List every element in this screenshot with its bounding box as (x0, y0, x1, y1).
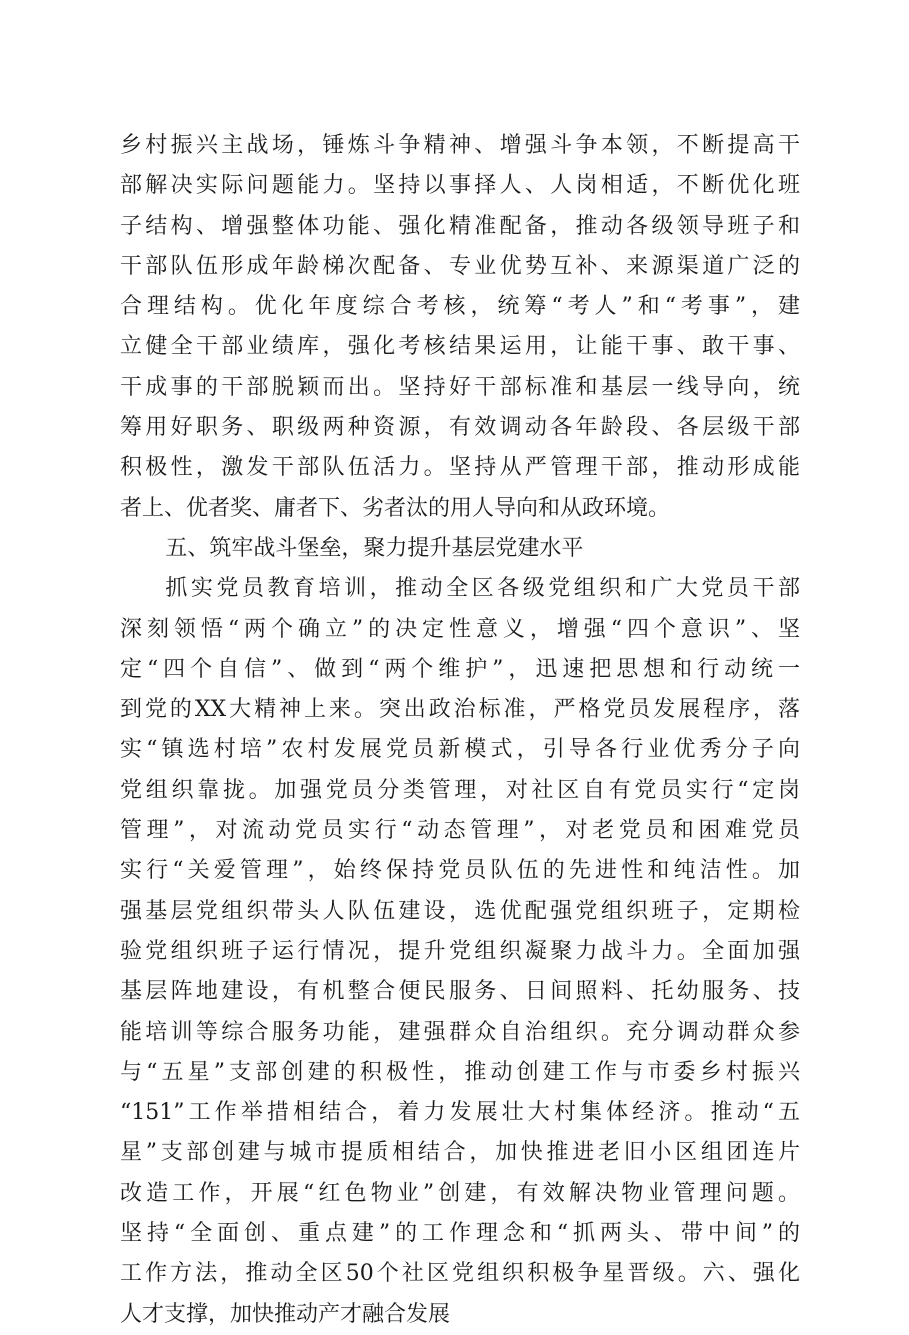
text-line: 干部队伍形成年龄梯次配备、专业优势互补、来源渠道广泛的 (120, 253, 800, 279)
document-page (120, 126, 800, 1335)
text-line: 深刻领悟“两个确立”的决定性意义，增强“四个意识”、坚 (120, 616, 800, 642)
text-line: 定“四个自信”、做到“两个维护”，迅速把思想和行动统一 (120, 656, 800, 682)
text-line: “151”工作举措相结合，着力发展壮大村集体经济。推动“五 (120, 1100, 800, 1126)
text-line: 坚持“全面创、重点建”的工作理念和“抓两头、带中间”的 (120, 1221, 800, 1247)
text-line: 到党的XX大精神上来。突出政治标准，严格党员发展程序，落 (120, 697, 800, 723)
text-line: 人才支撑，加快推动产才融合发展 (120, 1301, 451, 1327)
text-line: 验党组织班子运行情况，提升党组织凝聚力战斗力。全面加强 (120, 938, 800, 964)
text-line: 干成事的干部脱颖而出。坚持好干部标准和基层一线导向，统 (120, 374, 800, 400)
text-body (120, 126, 800, 1335)
text-line: 立健全干部业绩库，强化考核结果运用，让能干事、敢干事、 (120, 334, 800, 360)
text-line: 基层阵地建设，有机整合便民服务、日间照料、托幼服务、技 (120, 979, 800, 1005)
text-line: 实行“关爱管理”，始终保持党员队伍的先进性和纯洁性。加 (120, 858, 800, 884)
text-line: 改造工作，开展“红色物业”创建，有效解决物业管理问题。 (120, 1180, 800, 1206)
text-line: 管理”，对流动党员实行“动态管理”，对老党员和困难党员 (120, 818, 800, 844)
text-line: 乡村振兴主战场，锤炼斗争精神、增强斗争本领，不断提高干 (120, 133, 800, 158)
text-line: 党组织靠拢。加强党员分类管理，对社区自有党员实行“定岗 (120, 777, 800, 803)
text-line: 子结构、增强整体功能、强化精准配备，推动各级领导班子和 (120, 213, 800, 239)
text-line: 积极性，激发干部队伍活力。坚持从严管理干部，推动形成能 (120, 455, 800, 481)
text-line: 强基层党组织带头人队伍建设，选优配强党组织班子，定期检 (120, 898, 800, 924)
text-line: 五、筑牢战斗堡垒，聚力提升基层党建水平 (165, 535, 584, 561)
text-line: 工作方法，推动全区50个社区党组织积极争星晋级。六、强化 (120, 1261, 800, 1287)
text-line: 能培训等综合服务功能，建强群众自治组织。充分调动群众参 (120, 1019, 800, 1045)
text-line: 筹用好职务、职级两种资源，有效调动各年龄段、各层级干部 (120, 415, 800, 441)
text-line: 实“镇选村培”农村发展党员新模式，引导各行业优秀分子向 (120, 737, 800, 763)
text-line: 部解决实际问题能力。坚持以事择人、人岗相适，不断优化班 (120, 173, 800, 199)
text-line: 合理结构。优化年度综合考核，统筹“考人”和“考事”，建 (120, 294, 800, 320)
text-line: 星”支部创建与城市提质相结合，加快推进老旧小区组团连片 (120, 1140, 800, 1166)
text-line: 与“五星”支部创建的积极性，推动创建工作与市委乡村振兴 (120, 1059, 800, 1085)
text-line: 抓实党员教育培训，推动全区各级党组织和广大党员干部 (165, 576, 800, 602)
text-line: 者上、优者奖、庸者下、劣者汰的用人导向和从政环境。 (120, 495, 671, 521)
